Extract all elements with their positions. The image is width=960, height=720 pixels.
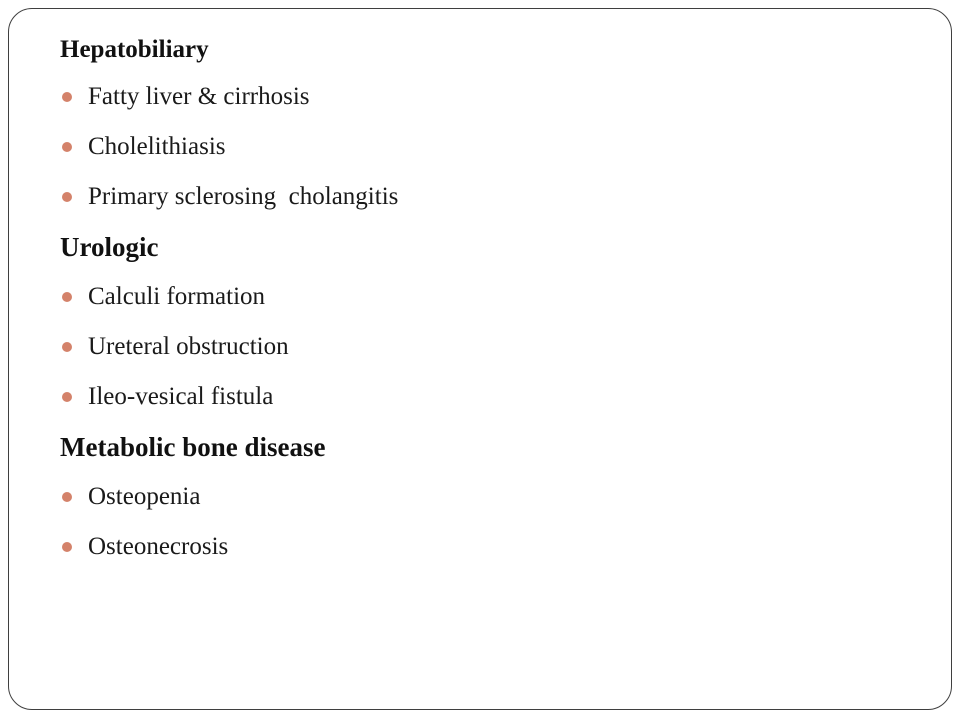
section-heading: Urologic: [60, 232, 159, 262]
list-item-text: Osteonecrosis: [88, 533, 229, 560]
bullet-dot-icon: [62, 542, 72, 552]
list-item-text: Primary sclerosing cholangitis: [88, 183, 399, 210]
section-urologic: [60, 222, 920, 422]
list-item-text: Cholelithiasis: [88, 133, 226, 160]
list-item-text: Osteopenia: [88, 483, 201, 510]
bullet-list: [60, 72, 920, 222]
bullet-dot-icon: [62, 342, 72, 352]
bullet-dot-icon: [62, 392, 72, 402]
bullet-dot-icon: [62, 142, 72, 152]
list-item-text: Calculi formation: [88, 283, 266, 310]
list-item-text: Fatty liver & cirrhosis: [88, 83, 310, 110]
section-heading: Hepatobiliary: [60, 36, 209, 63]
list-item: [60, 322, 920, 372]
section-heading: Metabolic bone disease: [60, 432, 326, 462]
list-item-text: Ureteral obstruction: [88, 333, 289, 360]
bullet-list: [60, 472, 920, 572]
bullet-dot-icon: [62, 492, 72, 502]
list-item: [60, 472, 920, 522]
bullet-dot-icon: [62, 292, 72, 302]
bullet-dot-icon: [62, 192, 72, 202]
section-metabolic-bone-disease: [60, 422, 920, 572]
bullet-list: [60, 272, 920, 422]
section-hepatobiliary: [60, 28, 920, 222]
bullet-dot-icon: [62, 92, 72, 102]
list-item-text: Ileo-vesical fistula: [88, 383, 274, 410]
list-item: [60, 272, 920, 322]
slide-content: [60, 28, 920, 572]
list-item: [60, 122, 920, 172]
list-item: [60, 522, 920, 572]
list-item: [60, 372, 920, 422]
list-item: [60, 72, 920, 122]
list-item: [60, 172, 920, 222]
